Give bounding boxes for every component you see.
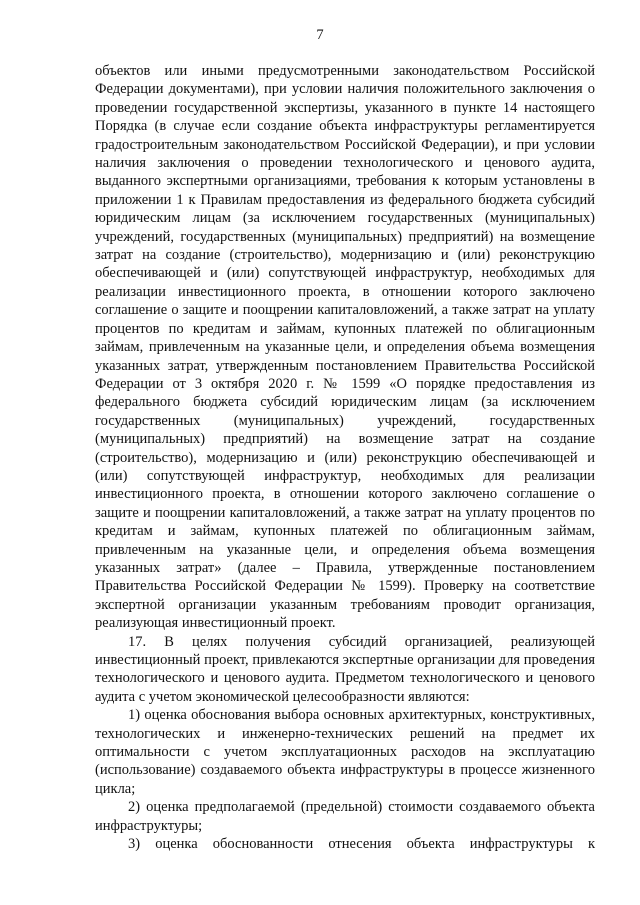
page-number: 7 [316, 27, 324, 43]
list-item-1: 1) оценка обоснования выбора основных архитектурных, конструктивных, технологических и инженерно-технических решений на предмет их оптимальности с учетом эксплуатационных расходов на эксплуатацию (использование) создаваемого объекта инфраструктуры в процессе жизненного цикла; [95, 707, 595, 797]
list-item-2: 2) оценка предполагаемой (предельной) стоимости создаваемого объекта инфраструктуры; [95, 799, 595, 834]
paragraph-continuation: объектов или иными предусмотренными законодательством Российской Федерации документами), при условии наличия положительного заключения о проведении государственной экспертизы, указанного в пункте 14 настоящего Порядка (в случае если создание объекта инфраструктуры регламентируется градостроительным законодательством Российской Федерации), и при условии наличия заключения о проведении технологического и ценового аудита, выданного экспертными организациями, требования к которым установлены в приложении 1 к Правилам предоставления из федерального бюджета субсидий юридическим лицам (за исключением государственных (муниципальных) учреждений, государственных (муниципальных) предприятий) на возмещение затрат на создание (строительство), модернизацию и (или) реконструкцию обеспечивающей и (или) сопутствующей инфраструктур, необходимых для реализации инвестиционного проекта, в отношении которого заключено соглашение о защите и поощрении капиталовложений, а также затрат на уплату процентов по кредитам и займам, купонных платежей по облигационным займам, привлеченным на указанные цели, и определения объема возмещения указанных затрат, утвержденным постановлением Правительства Российской Федерации от 3 октября 2020 г. № 1599 «О порядке предоставления из федерального бюджета субсидий юридическим лицам (за исключением государственных (муниципальных) учреждений, государственных (муниципальных) предприятий) на возмещение затрат на создание (строительство), модернизацию и (или) реконструкцию обеспечивающей и (или) сопутствующей инфраструктур, необходимых для реализации инвестиционного проекта, в отношении которого заключено соглашение о защите и поощрении капиталовложений, а также затрат на уплату процентов по кредитам и займам, купонных платежей по облигационным займам, привлеченным на указанные цели, и определения объема возмещения указанных затрат» (далее – Правила, утвержденные постановлением Правительства Российской Федерации № 1599). Проверку на соответствие экспертной организации указанным требованиям проводит организация, реализующая инвестиционный проект. [95, 63, 595, 632]
document-body [95, 62, 595, 853]
list-item-3: 3) оценка обоснованности отнесения объекта инфраструктуры к [128, 836, 595, 853]
paragraph-item-17: 17. В целях получения субсидий организацией, реализующей инвестиционный проект, привлекаются экспертные организации для проведения технологического и ценового аудита. Предметом технологического и ценового аудита с учетом экономической целесообразности являются: [95, 633, 595, 705]
